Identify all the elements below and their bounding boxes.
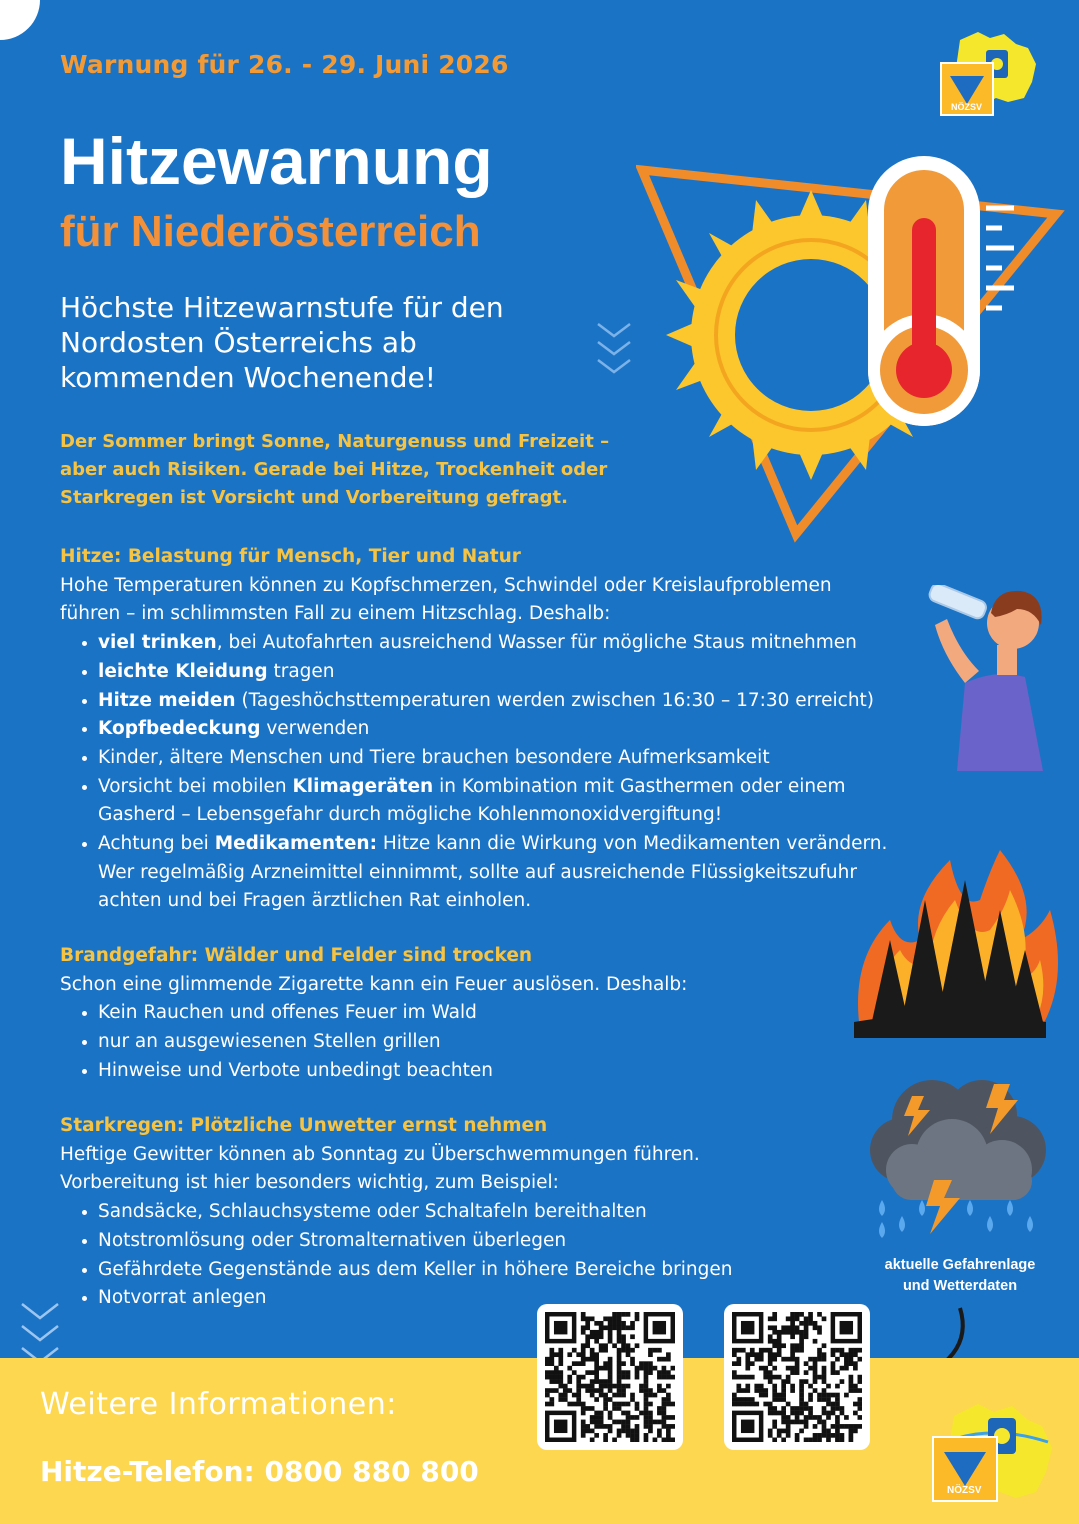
- list-item: • nur an ausgewiesenen Stellen grillen: [98, 1028, 820, 1057]
- list-item: • Hitze meiden (Tageshöchsttemperaturen werden zwischen 16:30 – 17:30 erreicht): [98, 687, 960, 716]
- section-rain: Starkregen: Plötzliche Unwetter ernst nehmen Heftige Gewitter können ab Sonntag zu Überschwemmungen führen. Vorbereitung ist hier besonders wichtig, zum Beispiel: • Sandsäcke, Schlauchsysteme oder Schaltafeln bereithalten • Notstromlösung oder Stromalternativen überlegen • Gefährdete Gegenstände aus dem Keller in höhere Bereiche bringen • Notvorrat anlegen: [60, 1112, 820, 1313]
- qr-code-info[interactable]: [537, 1304, 683, 1450]
- qr-note: aktuelle Gefahrenlage und Wetterdaten: [884, 1257, 1036, 1294]
- list-item: • Notvorrat anlegen: [98, 1284, 820, 1313]
- section-heading: Hitze: Belastung für Mensch, Tier und Natur: [60, 546, 521, 567]
- section-heat: Hitze: Belastung für Mensch, Tier und Natur Hohe Temperaturen können zu Kopfschmerzen, Schwindel oder Kreislaufproblemen führen – im schlimmsten Fall zu einem Hitzschlag. Deshalb: • viel trinken, bei Autofahrten ausreichend Wasser für mögliche Staus mitnehmen • leichte Kleidung tragen • Hitze meiden (Tageshöchsttemperaturen werden zwischen 16:30 – 17:30 erreicht) • Kopfbedeckung verwenden • Kinder, ältere Menschen und Tiere brauchen besondere Aufmerksamkeit • Vorsicht bei mobilen Klimageräten in Kombination mit Gasthermen oder einem Gasherd – Lebensgefahr durch mögliche Kohlenmonoxidvergiftung! • Achtung bei Medikamenten: Hitze kann die Wirkung von Medikamenten verändern. Wer regelmäßig Arzneimittel einnimmt, sollte auf ausreichende Flüssigkeitszufuhr achten und bei Fragen ärztlichen Rat einholen.: [60, 543, 960, 916]
- list-item: • Vorsicht bei mobilen Klimageräten in Kombination mit Gasthermen oder einem Gasherd – Lebensgefahr durch mögliche Kohlenmonoxidvergiftung!: [98, 773, 960, 830]
- nozsv-logo-bottom: [928, 1398, 1058, 1506]
- sun-thermometer-graphic: [636, 150, 1076, 550]
- more-info-heading: Weitere Informationen:: [40, 1387, 397, 1422]
- nozsv-logo-top: [938, 28, 1042, 120]
- lead-text: Höchste Hitzewarnstufe für den Nordosten Österreichs ab kommenden Wochenende!: [60, 291, 504, 394]
- logo-text: NÖZSV: [947, 1485, 982, 1496]
- chevron-down-icon: [594, 320, 634, 384]
- qr-code: [732, 1312, 862, 1442]
- qr-code-weather[interactable]: [724, 1304, 870, 1450]
- qr-code: [545, 1312, 675, 1442]
- list-item: • leichte Kleidung tragen: [98, 658, 960, 687]
- list-item: • Hinweise und Verbote unbedingt beachten: [98, 1057, 820, 1086]
- page-subtitle: für Niederösterreich: [60, 207, 481, 256]
- logo-text: NÖZSV: [951, 102, 983, 112]
- intro-text: Der Sommer bringt Sonne, Naturgenuss und Freizeit – aber auch Risiken. Gerade bei Hitze, Trockenheit oder Starkregen ist Vorsicht und Vorbereitung gefragt.: [60, 431, 610, 508]
- list-item: • Kein Rauchen und offenes Feuer im Wald: [98, 999, 820, 1028]
- warning-date: Warnung für 26. - 29. Juni 2026: [60, 50, 509, 79]
- section-fire: Brandgefahr: Wälder und Felder sind trocken Schon eine glimmende Zigarette kann ein Feuer auslösen. Deshalb: • Kein Rauchen und offenes Feuer im Wald • nur an ausgewiesenen Stellen grillen • Hinweise und Verbote unbedingt beachten: [60, 942, 820, 1086]
- corner-decoration: [0, 0, 40, 40]
- person-drinking-icon: [925, 585, 1055, 775]
- list-item: • viel trinken, bei Autofahrten ausreichend Wasser für mögliche Staus mitnehmen: [98, 629, 960, 658]
- list-item: • Sandsäcke, Schlauchsysteme oder Schaltafeln bereithalten: [98, 1198, 820, 1227]
- storm-cloud-icon: [852, 1070, 1052, 1240]
- list-item: • Kopfbedeckung verwenden: [98, 715, 960, 744]
- page-title: Hitzewarnung: [60, 124, 493, 198]
- list-item: • Notstromlösung oder Stromalternativen überlegen: [98, 1227, 820, 1256]
- forest-fire-icon: [840, 840, 1060, 1050]
- heat-phone[interactable]: Hitze-Telefon: 0800 880 800: [40, 1455, 479, 1488]
- list-item: • Achtung bei Medikamenten: Hitze kann die Wirkung von Medikamenten verändern. Wer regelmäßig Arzneimittel einnimmt, sollte auf ausreichende Flüssigkeitszufuhr achten und bei Fragen ärztlichen Rat einholen.: [98, 830, 960, 916]
- section-heading: Brandgefahr: Wälder und Felder sind trocken: [60, 945, 533, 966]
- list-item: • Kinder, ältere Menschen und Tiere brauchen besondere Aufmerksamkeit: [98, 744, 960, 773]
- section-heading: Starkregen: Plötzliche Unwetter ernst nehmen: [60, 1115, 548, 1136]
- list-item: • Gefährdete Gegenstände aus dem Keller in höhere Bereiche bringen: [98, 1256, 820, 1285]
